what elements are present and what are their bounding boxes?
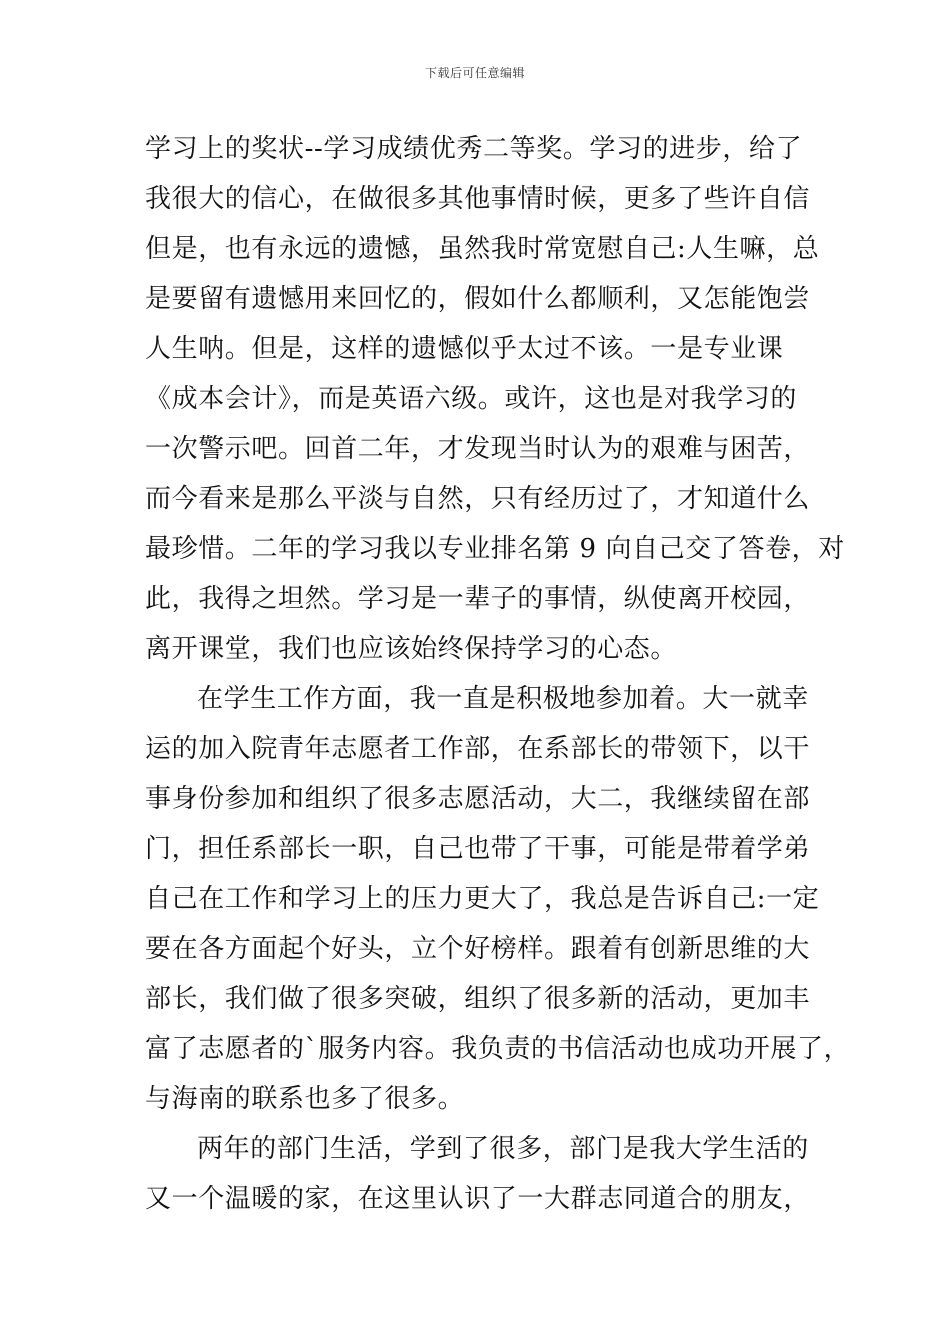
paragraph-start-line: 在学生工作方面，我一直是积极地参加着。大一就幸	[197, 684, 809, 714]
text-line: 一次警示吧。回首二年，才发现当时认为的艰难与困苦，	[145, 434, 811, 464]
body-text	[145, 124, 851, 1224]
text-line: 离开课堂，我们也应该始终保持学习的心态。	[145, 634, 678, 664]
text-line: 自己在工作和学习上的压力更大了，我总是告诉自己:一定	[145, 884, 820, 914]
text-line: 富了志愿者的`服务内容。我负责的书信活动也成功开展了，	[145, 1034, 851, 1064]
paragraph-start-line: 两年的部门生活，学到了很多，部门是我大学生活的	[197, 1134, 809, 1164]
text-line: 门，担任系部长一职，自己也带了干事，可能是带着学弟	[145, 834, 811, 864]
text-line: 最珍惜。二年的学习我以专业排名第 9 向自己交了答卷，对	[145, 534, 845, 564]
text-line: 又一个温暖的家，在这里认识了一大群志同道合的朋友，	[145, 1184, 811, 1214]
text-line: 部长，我们做了很多突破，组织了很多新的活动，更加丰	[145, 984, 811, 1014]
text-line: 我很大的信心，在做很多其他事情时候，更多了些许自信	[145, 184, 811, 214]
text-line: 是要留有遗憾用来回忆的，假如什么都顺利，又怎能饱尝	[145, 284, 811, 314]
text-line: 运的加入院青年志愿者工作部，在系部长的带领下，以干	[145, 734, 811, 764]
text-line: 学习上的奖状--学习成绩优秀二等奖。学习的进步，给了	[145, 134, 803, 164]
text-line: 此，我得之坦然。学习是一辈子的事情，纵使离开校园，	[145, 584, 811, 614]
text-line: 而今看来是那么平淡与自然，只有经历过了，才知道什么	[145, 484, 811, 514]
page-header: 下载后可任意编辑	[424, 66, 525, 80]
text-line: 要在各方面起个好头，立个好榜样。跟着有创新思维的大	[145, 934, 811, 964]
text-line: 《成本会计》，而是英语六级。或许，这也是对我学习的	[145, 384, 798, 414]
text-line: 与海南的联系也多了很多。	[145, 1084, 465, 1114]
text-line: 人生呐。但是，这样的遗憾似乎太过不该。一是专业课	[145, 334, 784, 364]
text-line: 但是，也有永远的遗憾，虽然我时常宽慰自己:人生嘛，总	[145, 234, 820, 264]
text-line: 事身份参加和组织了很多志愿活动，大二，我继续留在部	[145, 784, 811, 814]
